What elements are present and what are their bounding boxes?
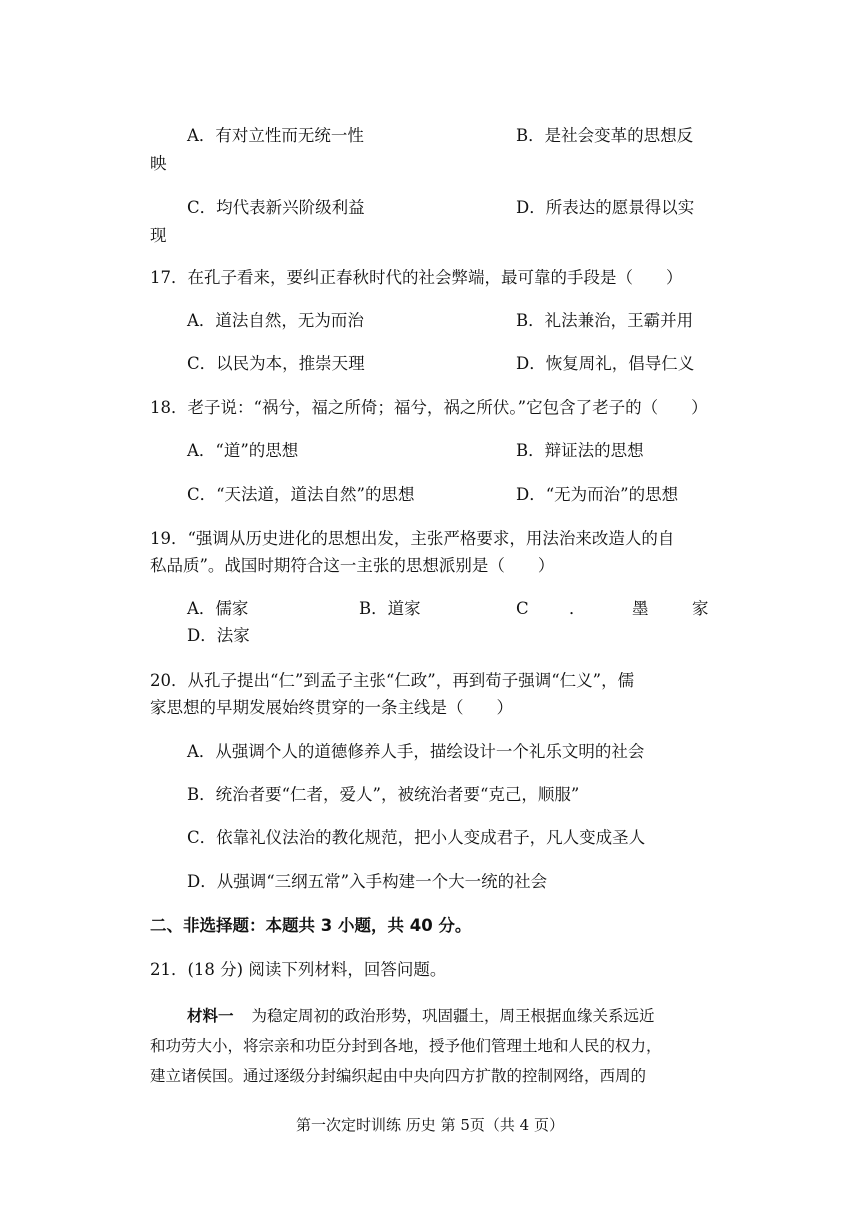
material-line-1 bbox=[150, 1001, 712, 1031]
q18-stem: 18．老子说：“祸兮，福之所倚；福兮，祸之所伏。”它包含了老子的（ ） bbox=[150, 398, 708, 417]
q16-option-b-continued: 映 bbox=[150, 154, 167, 173]
material-label: 材料一 bbox=[187, 1007, 234, 1025]
q17-option-a: A．道法自然，无为而治 bbox=[187, 311, 364, 330]
q20-option-d: D．从强调“三纲五常”入手构建一个大一统的社会 bbox=[187, 872, 548, 891]
q17-option-b: B．礼法兼治，王霸并用 bbox=[516, 311, 694, 330]
q20-option-c: C．依靠礼仪法治的教化规范，把小人变成君子，凡人变成圣人 bbox=[187, 828, 646, 847]
q19-option-c-char1: 墨 bbox=[632, 599, 649, 618]
q16-option-c: C．均代表新兴阶级利益 bbox=[187, 198, 365, 217]
q20-option-b: B．统治者要“仁者，爱人”，被统治者要“克己，顺服” bbox=[187, 785, 580, 804]
q19-stem-line2: 私品质”。战国时期符合这一主张的思想派别是（ ） bbox=[150, 556, 555, 575]
material-line-3: 建立诸侯国。通过逐级分封编织起由中央向四方扩散的控制网络，西周的 bbox=[150, 1067, 647, 1085]
q21-material-one bbox=[150, 1001, 712, 1091]
q19-option-a: A．儒家 bbox=[187, 599, 249, 618]
q19-option-c-letter: C bbox=[516, 599, 529, 618]
q20-stem-line1: 20．从孔子提出“仁”到孟子主张“仁政”，再到荀子强调“仁义”，儒 bbox=[150, 671, 635, 690]
q17-option-d: D．恢复周礼，倡导仁义 bbox=[516, 354, 695, 373]
material-text-1: 为稳定周初的政治形势，巩固疆土，周王根据血缘关系远近 bbox=[251, 1007, 655, 1025]
q20-option-a: A．从强调个人的道德修养人手，描绘设计一个礼乐文明的社会 bbox=[187, 742, 645, 761]
q17-stem: 17．在孔子看来，要纠正春秋时代的社会弊端，最可靠的手段是（ ） bbox=[150, 268, 683, 287]
q19-option-c-dot: ． bbox=[569, 599, 586, 618]
q16-option-d-continued: 现 bbox=[150, 226, 167, 245]
q19-stem-line1: 19．“强调从历史进化的思想出发，主张严格要求，用法治来改造人的自 bbox=[150, 529, 675, 548]
q19-option-d: D．法家 bbox=[187, 626, 250, 645]
q18-option-d: D．“无为而治”的思想 bbox=[516, 485, 679, 504]
section-heading: 二、非选择题：本题共 3 小题，共 40 分。 bbox=[150, 916, 472, 935]
q21-stem: 21．(18 分) 阅读下列材料，回答问题。 bbox=[150, 960, 447, 979]
q17-option-c: C．以民为本，推崇天理 bbox=[187, 354, 365, 373]
q18-option-a: A．“道”的思想 bbox=[187, 441, 299, 460]
material-line-2: 和功劳大小，将宗亲和功臣分封到各地，授予他们管理土地和人民的权力， bbox=[150, 1037, 662, 1055]
q19-option-c-char2: 家 bbox=[692, 599, 709, 618]
q16-option-d: D．所表达的愿景得以实 bbox=[516, 198, 695, 217]
q16-option-b: B．是社会变革的思想反 bbox=[516, 126, 694, 145]
q19-option-b: B．道家 bbox=[359, 599, 421, 618]
q18-option-c: C．“天法道，道法自然”的思想 bbox=[187, 485, 415, 504]
page-footer: 第一次定时训练 历史 第 5页（共 4 页） bbox=[296, 1116, 564, 1134]
q16-option-a: A．有对立性而无统一性 bbox=[187, 126, 364, 145]
q20-stem-line2: 家思想的早期发展始终贯穿的一条主线是（ ） bbox=[150, 698, 513, 717]
q18-option-b: B．辩证法的思想 bbox=[516, 441, 644, 460]
